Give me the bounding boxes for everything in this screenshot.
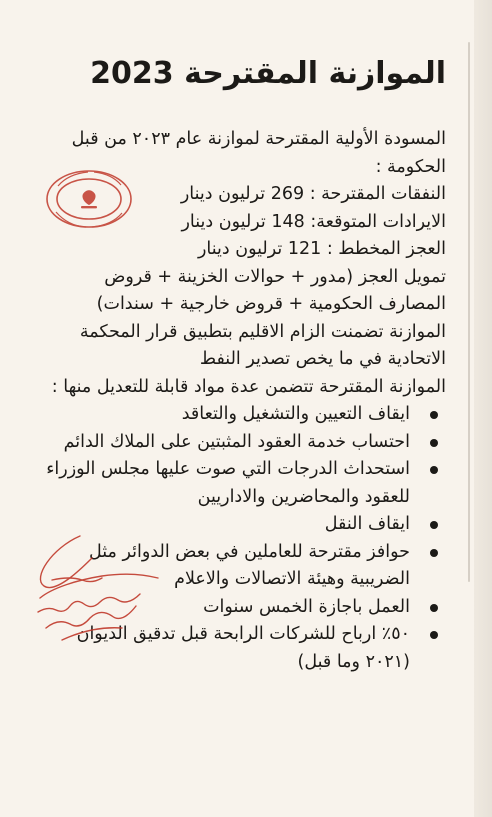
list-item-text: حوافز مقترحة للعاملين في بعض الدوائر مثل الضريبية وهيئة الاتصالات والاعلام	[89, 541, 410, 589]
list-item-text: احتساب خدمة العقود المثبتين على الملاك الدائم	[63, 431, 410, 452]
list-item	[38, 401, 446, 429]
bullet-icon	[430, 466, 438, 474]
stamp-seal-icon	[44, 168, 134, 230]
signature-icon	[22, 528, 162, 648]
scrollbar[interactable]	[468, 42, 470, 582]
bullet-icon	[430, 631, 438, 639]
bullet-icon	[430, 549, 438, 557]
bullet-icon	[430, 411, 438, 419]
proposed-expenses: النفقات المقترحة : 269 ترليون دينار	[180, 184, 446, 204]
list-item-text: ٥٠٪ ارباح للشركات الرابحة قبل تدقيق الديوان (٢٠٢١ وما قبل)	[76, 624, 410, 672]
list-item-text: ايقاف النقل	[324, 514, 410, 534]
list-item-text: استحداث الدرجات التي صوت عليها مجلس الوزراء للعقود والمحاضرين والاداريين	[46, 459, 410, 507]
region-obligation: الموازنة تضمنت الزام الاقليم بتطبيق قرار المحكمة الاتحادية في ما يخص تصدير النفط	[79, 321, 446, 369]
intro-paragraph: المسودة الأولية المقترحة لموازنة عام ٢٠٢٣ من قبل الحكومة :	[71, 129, 446, 177]
amendable-items-intro: الموازنة المقترحة تتضمن عدة مواد قابلة للتعديل منها :	[51, 376, 446, 397]
list-item-text: ايقاف التعيين والتشغيل والتعاقد	[181, 404, 410, 424]
planned-deficit: العجز المخطط : 121 ترليون دينار	[197, 239, 446, 259]
page-edge	[474, 0, 492, 817]
bullet-icon	[430, 604, 438, 612]
bullet-icon	[430, 521, 438, 529]
deficit-financing: تمويل العجز (مدور + حوالات الخزينة + قروض المصارف الحكومية + قروض خارجية + سندات)	[96, 266, 446, 314]
list-item-text: العمل باجازة الخمس سنوات	[203, 596, 410, 617]
page-title: الموازنة المقترحة 2023	[90, 56, 446, 91]
list-item	[38, 456, 446, 511]
expected-revenues: الايرادات المتوقعة: 148 ترليون دينار	[181, 211, 446, 232]
bullet-icon	[430, 439, 438, 447]
list-item	[38, 429, 446, 457]
